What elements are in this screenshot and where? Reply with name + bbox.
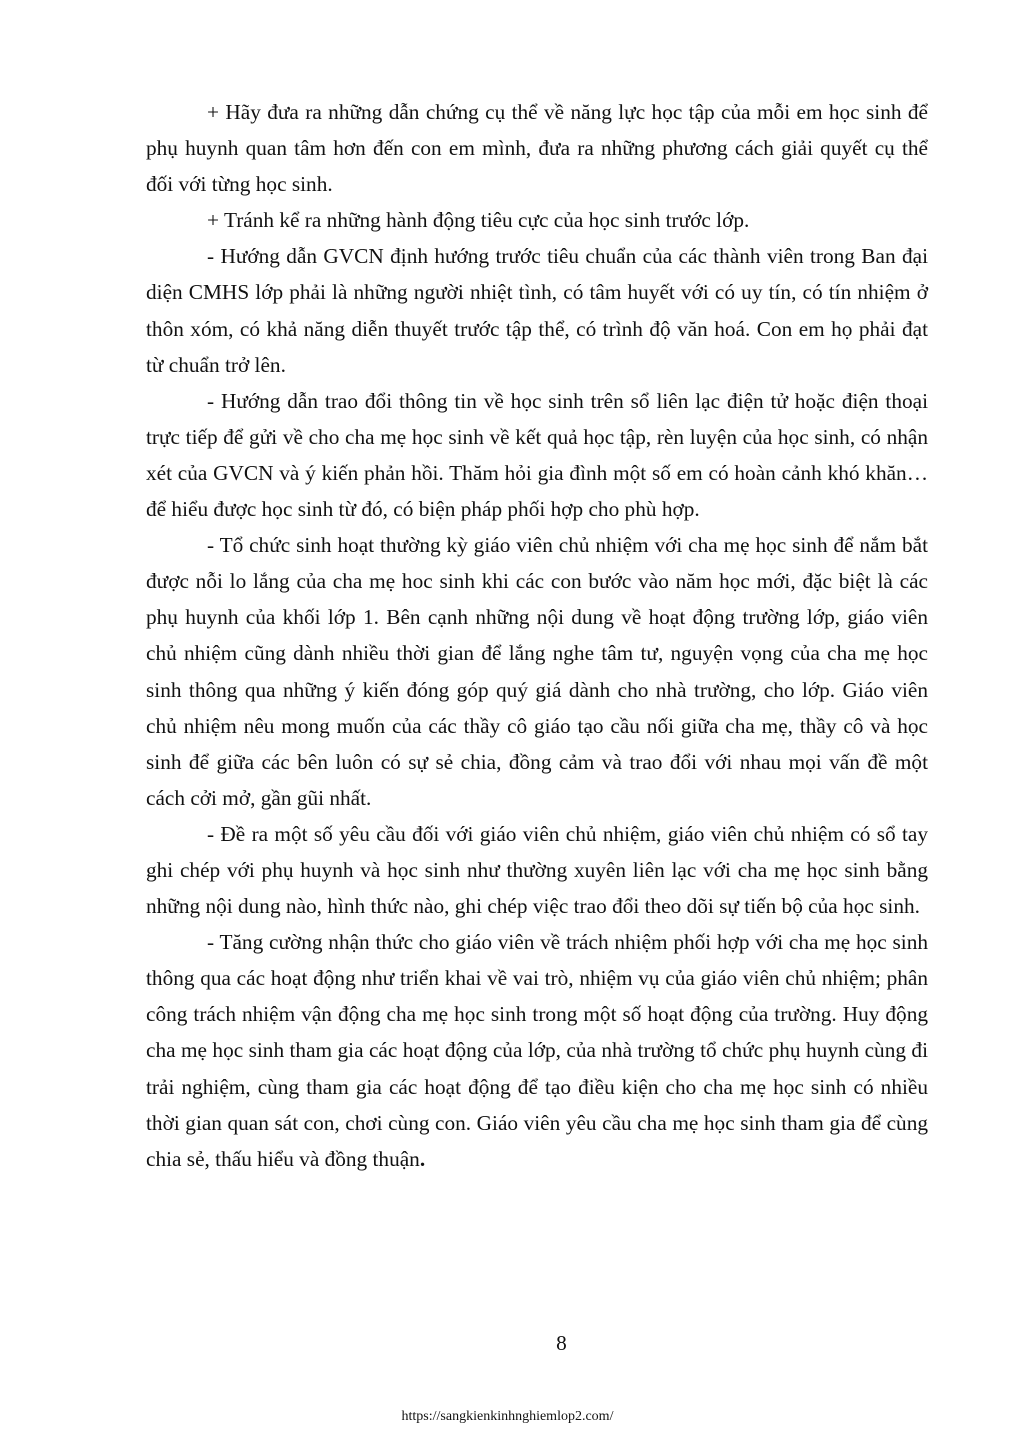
paragraph-awareness [146,924,928,1177]
final-period: . [419,1146,426,1171]
footer-url-link[interactable]: https://sangkienkinhnghiemlop2.com/ [401,1409,614,1424]
document-body [146,94,928,1177]
paragraph-committee-standards: - Hướng dẫn GVCN định hướng trước tiêu chuẩn của các thành viên trong Ban đại diện CMHS lớp phải là những người nhiệt tình, có tâm huyết với có uy tín, có tín nhiệm ở thôn xóm, có khả năng diễn thuyết trước tập thể, có trình độ văn hoá. Con em họ phải đạt từ chuẩn trở lên. [146,244,928,377]
paragraph-evidence: + Hãy đưa ra những dẫn chứng cụ thể về năng lực học tập của mỗi em học sinh để phụ huynh quan tâm hơn đến con em mình, đưa ra những phương cách giải quyết cụ thể đối với từng học sinh. [146,100,928,197]
paragraph-information-exchange: - Hướng dẫn trao đổi thông tin về học sinh trên sổ liên lạc điện tử hoặc điện thoại trực tiếp để gửi về cho cha mẹ học sinh về kết quả học tập, rèn luyện của học sinh, có nhận xét của GVCN và ý kiến phản hồi. Thăm hỏi gia đình một số em có hoàn cảnh khó khăn… để hiểu được học sinh từ đó, có biện pháp phối hợp cho phù hợp. [146,388,928,522]
page-number: 8 [556,1331,567,1355]
paragraph-regular-meetings: - Tổ chức sinh hoạt thường kỳ giáo viên chủ nhiệm với cha mẹ học sinh để nắm bắt được nỗi lo lắng của cha mẹ hoc sinh khi các con bước vào năm học mới, đặc biệt là các phụ huynh của khối lớp 1. Bên cạnh những nội dung về hoạt động trường lớp, giáo viên chủ nhiệm cũng dành nhiều thời gian để lắng nghe tâm tư, nguyện vọng của cha mẹ học sinh thông qua những ý kiến đóng góp quý giá dành cho nhà trường, cho lớp. Giáo viên chủ nhiệm nêu mong muốn của các thầy cô giáo tạo cầu nối giữa cha mẹ, thầy cô và học sinh để giữa các bên luôn có sự sẻ chia, đồng cảm và trao đổi với nhau mọi vấn đề một cách cởi mở, gần gũi nhất. [146,533,928,810]
paragraph-teacher-requirements: - Đề ra một số yêu cầu đối với giáo viên chủ nhiệm, giáo viên chủ nhiệm có sổ tay ghi chép với phụ huynh và học sinh như thường xuyên liên lạc với cha mẹ học sinh bằng những nội dung nào, hình thức nào, ghi chép việc trao đổi theo dõi sự tiến bộ của học sinh. [146,821,928,919]
paragraph-avoid-negatives: + Tránh kể ra những hành động tiêu cực của học sinh trước lớp. [207,208,750,233]
paragraph-awareness-text: - Tăng cường nhận thức cho giáo viên về trách nhiệm phối hợp với cha mẹ học sinh thông qua các hoạt động như triển khai về vai trò, nhiệm vụ của giáo viên chủ nhiệm; phân công trách nhiệm vận động cha mẹ học sinh trong một số hoạt động của trường. Huy động cha mẹ học sinh tham gia các hoạt động của lớp, của nhà trường tổ chức phụ huynh cùng đi trải nghiệm, cùng tham gia các hoạt động để tạo điều kiện cho cha mẹ học sinh có nhiều thời gian quan sát con, chơi cùng con. Giáo viên yêu cầu cha mẹ học sinh tham gia để cùng chia sẻ, thấu hiểu và đồng thuận [146,930,928,1171]
